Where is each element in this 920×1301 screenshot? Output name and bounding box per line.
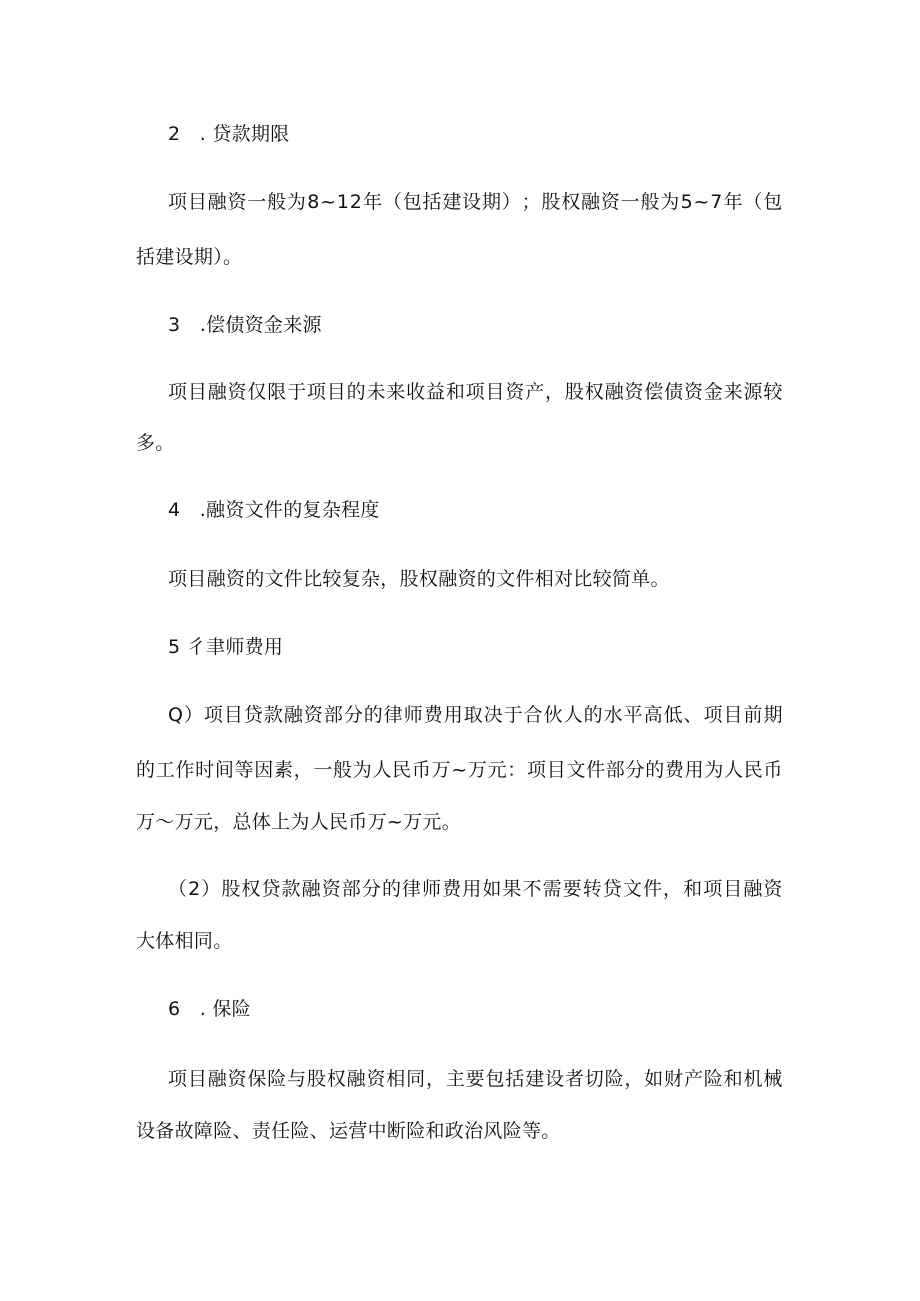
list-item-line: 万～万元，总体上为人民币万~万元。 (136, 811, 462, 833)
section-heading-lawyer-fees: 5 彳聿师费用 (168, 636, 284, 658)
section-heading-insurance: 6 . 保险 (168, 998, 251, 1020)
list-item-line: 大体相同。 (136, 930, 233, 952)
list-item-line: Q ） 项 目 贷 款 融 资 部 分 的 律 师 费 用 取 决 于 合 伙 人 的 水 平 高 低 、 项 目 前 期 (168, 704, 783, 726)
paragraph-line: 设备故障险、责任险、运营中断险和政治风险等。 (136, 1120, 561, 1142)
list-item-line: 的 工 作 时 间 等 因 素 ， 一 般 为 人 民 币 万 ~ 万 元 ： 项 目 文 件 部 分 的 费 用 为 人 民 币 (136, 759, 783, 781)
paragraph-line: 项目融资的文件比较复杂，股权融资的文件相对比较简单。 (168, 568, 670, 590)
paragraph-line: 项 目 融 资 仅 限 于 项 目 的 未 来 收 益 和 项 目 资 产 ， 股 权 融 资 偿 债 资 金 来 源 较 (168, 381, 783, 403)
paragraph-line: 项 目 融 资 保 险 与 股 权 融 资 相 同 ， 主 要 包 括 建 设 者 切 险 ， 如 财 产 险 和 机 械 (168, 1068, 783, 1090)
list-item-line: （ 2 ） 股 权 贷 款 融 资 部 分 的 律 师 费 用 如 果 不 需 要 转 贷 文 件 ， 和 项 目 融 资 (168, 878, 783, 900)
section-heading-document-complexity: 4 .融资文件的复杂程度 (168, 499, 380, 521)
paragraph-line: 多。 (136, 432, 175, 454)
section-heading-repayment-source: 3 .偿债资金来源 (168, 314, 322, 336)
paragraph-line: 括建设期）。 (136, 246, 243, 268)
section-heading-loan-term: 2 . 贷款期限 (168, 123, 290, 145)
paragraph-line: 项 目 融 资 一 般 为 8 ~ 1 2 年 （ 包 括 建 设 期 ） ； 股 权 融 资 一 般 为 5 ~ 7 年 （ 包 (168, 191, 783, 213)
